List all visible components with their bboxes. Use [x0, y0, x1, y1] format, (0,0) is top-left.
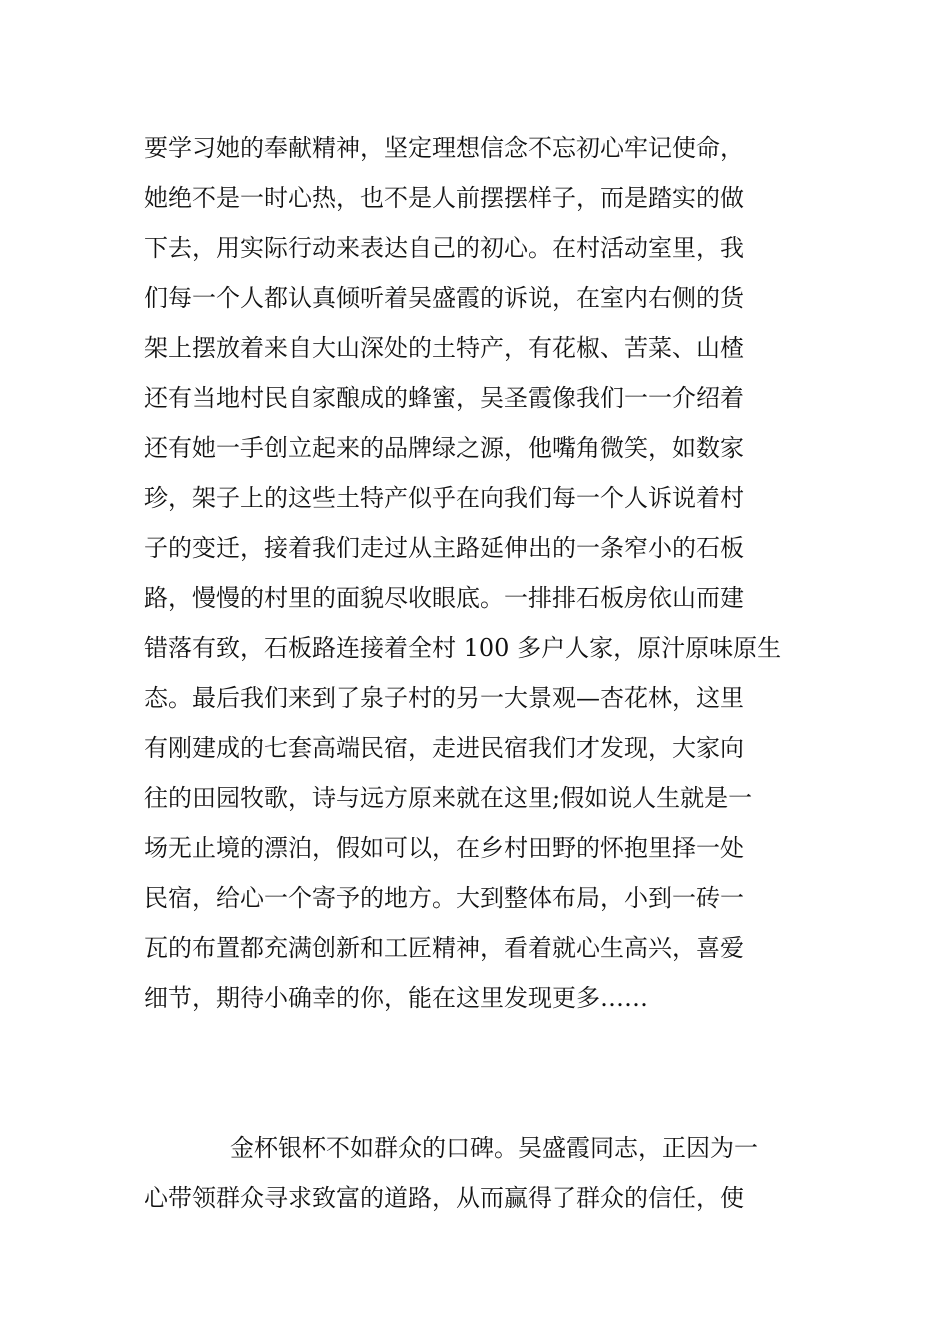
text-line: 她绝不是一时心热，也不是人前摆摆样子，而是踏实的做: [144, 184, 744, 212]
text-line: 瓦的布置都充满创新和工匠精神，看着就心生高兴，喜爱: [144, 934, 744, 962]
text-line: 珍，架子上的这些土特产似乎在向我们每一个人诉说着村: [144, 484, 744, 512]
text-line: 路，慢慢的村里的面貌尽收眼底。一排排石板房依山而建: [144, 584, 744, 612]
text-line: 心带领群众寻求致富的道路，从而赢得了群众的信任，使: [144, 1184, 744, 1212]
text-line: 场无止境的漂泊，假如可以，在乡村田野的怀抱里择一处: [144, 834, 744, 862]
text-line: 架上摆放着来自大山深处的土特产，有花椒、苦菜、山楂: [144, 334, 744, 362]
text-line: 金杯银杯不如群众的口碑。吴盛霞同志，正因为一: [230, 1134, 758, 1162]
text-line: 有刚建成的七套高端民宿，走进民宿我们才发现，大家向: [144, 734, 744, 762]
text-line: 细节，期待小确幸的你，能在这里发现更多……: [144, 984, 648, 1012]
text-line: 要学习她的奉献精神，坚定理想信念不忘初心牢记使命，: [144, 134, 744, 162]
text-line: 态。最后我们来到了泉子村的另一大景观—杏花林，这里: [144, 684, 744, 712]
text-line: 们每一个人都认真倾听着吴盛霞的诉说，在室内右侧的货: [144, 284, 744, 312]
text-line: 还有当地村民自家酿成的蜂蜜，吴圣霞像我们一一介绍着: [144, 384, 744, 412]
text-line: 民宿，给心一个寄予的地方。大到整体布局，小到一砖一: [144, 884, 744, 912]
text-line: 下去，用实际行动来表达自己的初心。在村活动室里，我: [144, 234, 744, 262]
text-line: 往的田园牧歌，诗与远方原来就在这里;假如说人生就是一: [144, 784, 753, 812]
text-line: 还有她一手创立起来的品牌绿之源，他嘴角微笑，如数家: [144, 434, 744, 462]
text-line: 子的变迁，接着我们走过从主路延伸出的一条窄小的石板: [144, 534, 744, 562]
text-line: 错落有致，石板路连接着全村 100 多户人家，原汁原味原生: [144, 634, 782, 662]
